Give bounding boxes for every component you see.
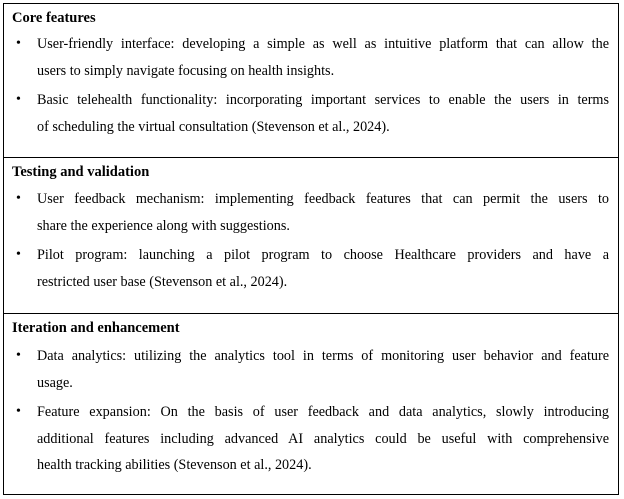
text-line: Feature expansion: On the basis of user feedback and data analytics, slowly introducing xyxy=(37,404,609,420)
section-heading: Iteration and enhancement xyxy=(12,320,180,336)
list-item-text xyxy=(37,399,609,479)
list-item-text xyxy=(37,343,609,396)
text-line: Basic telehealth functionality: incorporating important services to enable the users in terms xyxy=(37,92,609,108)
text-line: Pilot program: launching a pilot program to choose Healthcare providers and have a xyxy=(37,247,609,263)
list-item-text xyxy=(37,242,609,295)
section-iteration-enhancement xyxy=(4,314,618,495)
text-line: users to simply navigate focusing on health insights. xyxy=(37,62,335,79)
list-item-text xyxy=(37,186,609,239)
bullet-icon: • xyxy=(16,348,21,363)
text-line: health tracking abilities (Stevenson et al., 2024). xyxy=(37,457,312,473)
bullet-icon: • xyxy=(16,92,21,107)
text-line: User feedback mechanism: implementing feedback features that can permit the users to xyxy=(37,191,609,207)
section-heading: Testing and validation xyxy=(12,164,150,180)
bullet-icon: • xyxy=(16,247,21,262)
bullet-icon: • xyxy=(16,404,21,419)
text-line: of scheduling the virtual consultation (Stevenson et al., 2024). xyxy=(37,118,390,135)
features-table xyxy=(3,3,619,495)
text-line: User-friendly interface: developing a simple as well as intuitive platform that can allow the xyxy=(37,36,609,52)
list-item-text xyxy=(37,87,609,140)
bullet-icon: • xyxy=(16,191,21,206)
list-item-text xyxy=(37,31,609,84)
text-line: usage. xyxy=(37,374,73,391)
bullet-icon: • xyxy=(16,36,21,51)
section-core-features xyxy=(4,4,618,158)
text-line: share the experience along with suggestions. xyxy=(37,217,290,234)
text-line: additional features including advanced AI analytics could be useful with comprehensive xyxy=(37,430,609,447)
text-line: restricted user base (Stevenson et al., 2024). xyxy=(37,273,288,290)
section-testing-validation xyxy=(4,158,618,314)
text-line: Data analytics: utilizing the analytics tool in terms of monitoring user behavior and feature xyxy=(37,348,609,364)
section-heading: Core features xyxy=(12,10,96,26)
